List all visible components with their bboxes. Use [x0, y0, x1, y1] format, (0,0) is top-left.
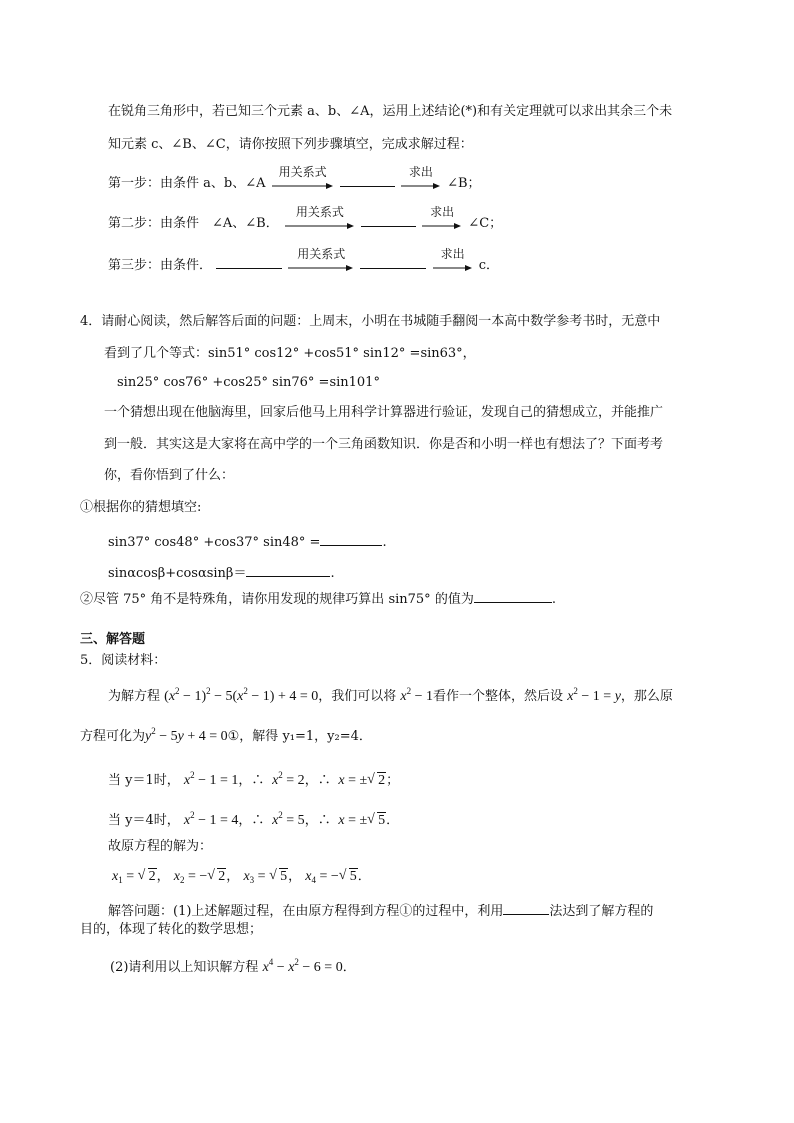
q5-ans1-cont: 目的，体现了转化的数学思想； [80, 922, 263, 937]
q4-line6: 你，看你悟到了什么： [104, 468, 235, 483]
semicolon: ； [386, 773, 400, 788]
sqrt-icon: √ 5 [338, 868, 357, 884]
step2-text: 第二步：由条件 ∠A、∠B． [108, 216, 279, 231]
arrow-label: 求出 [430, 205, 455, 219]
therefore: ，∴ [304, 813, 331, 828]
q4-line2: 看到了几个等式：sin51° cos12° +cos51° sin12° =sin63°， [104, 346, 476, 361]
comma: ， [288, 869, 302, 884]
right-arrow-icon [401, 183, 441, 189]
p3-line1: 在锐角三角形中，若已知三个元素 a、b、∠A，运用上述结论(*)和有关定理就可以求出其余三个未 [108, 104, 673, 119]
period: . [551, 592, 556, 607]
ans1-b: 法达到了解方程的 [549, 904, 654, 919]
q5-solutions [112, 868, 371, 889]
step2 [108, 203, 502, 233]
p3-line2: 知元素 c、∠B、∠C，请你按照下列步骤填空，完成求解过程： [108, 137, 473, 152]
q5-line3 [80, 722, 372, 746]
fill1-blank[interactable] [320, 531, 382, 546]
therefore: ，∴ [238, 773, 265, 788]
substitution: $x^2 - 1 = y$ [567, 686, 621, 704]
step1-text: 第一步：由条件 a、b、∠A [108, 176, 266, 191]
period: . [382, 535, 387, 550]
fill2-text: sinαcosβ+cosαsinβ＝ [108, 566, 247, 581]
intro-d: ，那么原 [620, 689, 673, 704]
step3 [108, 245, 499, 275]
expr-x2-1: $x^2 - 1$ [400, 686, 434, 704]
q4-line3: sin25° cos76° +cos25° sin76° =sin101° [117, 375, 380, 390]
section-title [80, 631, 145, 649]
sol-x2: $x_2$ = − √ 2 [173, 868, 226, 885]
section-heading: 三、解答题 [80, 632, 146, 647]
arrow-label: 求出 [440, 247, 465, 261]
arrow-label: 用关系式 [297, 247, 346, 261]
step1-end: ∠B； [447, 176, 481, 191]
arrow-label: 用关系式 [278, 165, 327, 179]
ans1-a: 解答问题：(1)上述解题过程，在由原方程得到方程①的过程中，利用 [108, 904, 504, 919]
case2-eq2: $x^2 = 5$ [272, 810, 305, 828]
step1-arrow2 [401, 163, 441, 193]
intro-b: ，我们可以将 [318, 689, 397, 704]
right-arrow-icon [285, 223, 355, 229]
step3-arrow2 [433, 245, 473, 275]
q4-line4: 一个猜想出现在他脑海里，回家后他马上用科学计算器进行验证，发现自己的猜想成立，并能推广 [104, 405, 664, 420]
right-arrow-icon [288, 265, 354, 271]
dot: ． [357, 869, 371, 884]
q4-item1: ①根据你的猜想填空: [80, 500, 202, 515]
sqrt-icon: √ 5 [269, 868, 288, 884]
q4-item2 [80, 588, 556, 609]
step1 [108, 163, 481, 193]
sol-x3: $x_3$ = √ 5 [243, 868, 288, 885]
therefore: ，∴ [304, 773, 331, 788]
right-arrow-icon [272, 183, 334, 189]
case1-eq3: x = ± √ 2 [338, 772, 386, 788]
step2-blank[interactable] [361, 212, 416, 227]
equation-quartic: $x^4 - x^2 - 6 = 0$ [262, 957, 343, 975]
sqrt-icon: √ 5 [367, 812, 386, 828]
arrow-label: 求出 [408, 165, 433, 179]
case2-eq3: x = ± √ 5 [338, 812, 386, 828]
q5-case2 [108, 806, 399, 830]
sqrt-icon: √ 2 [367, 772, 386, 788]
step2-arrow [285, 203, 355, 233]
case2-a: 当 y＝4时， [108, 813, 180, 828]
right-arrow-icon [433, 265, 473, 271]
fill1-text: sin37° cos48° +cos37° sin48° = [108, 535, 321, 550]
equation-original: $(x^2 - 1)^2 - 5(x^2 - 1) + 4 = 0$ [164, 686, 319, 704]
item2-text: ②尽管 75° 角不是特殊角，请你用发现的规律巧算出 sin75° 的值为 [80, 592, 474, 607]
ans1-blank[interactable] [503, 900, 549, 915]
right-arrow-icon [422, 223, 462, 229]
q5-case1 [108, 766, 399, 790]
step3-arrow [288, 245, 354, 275]
q4-fill1 [108, 531, 387, 552]
case1-eq1: $x^2 - 1 = 1$ [183, 770, 239, 788]
q4-line1: 4．请耐心阅读，然后解答后面的问题：上周末，小明在书城随手翻阅一本高中数学参考书时，无意中 [80, 314, 661, 329]
period: . [330, 566, 335, 581]
sol-x1: $x_1$ = √ 2 [112, 868, 156, 885]
step1-blank[interactable] [340, 172, 395, 187]
q5-intro [108, 682, 673, 706]
sol-x4: $x_4$ = − √ 5 [305, 868, 357, 885]
comma: ， [156, 869, 170, 884]
fill2-blank[interactable] [246, 562, 330, 577]
comma: ， [226, 869, 240, 884]
case2-eq1: $x^2 - 1 = 4$ [183, 810, 239, 828]
intro-a: 为解方程 [108, 689, 161, 704]
q4-fill2 [108, 562, 335, 583]
q4-line5: 到一般．其实这是大家将在高中学的一个三角函数知识．你是否和小明一样也有想法了？下面考考 [104, 437, 664, 452]
step3-text: 第三步：由条件． [108, 258, 213, 273]
q5-ans1 [108, 900, 653, 921]
line3-b: ①，解得 y₁=1，y₂=4． [227, 729, 372, 744]
case1-eq2: $x^2 = 2$ [272, 770, 305, 788]
q5-line1: 5．阅读材料： [80, 653, 167, 668]
line3-a: 方程可化为 [80, 729, 146, 744]
item2-blank[interactable] [474, 588, 552, 603]
sqrt-icon: √ 2 [137, 868, 156, 884]
step2-end: ∠C； [468, 216, 503, 231]
step3-blank2[interactable] [360, 254, 426, 269]
sqrt-icon: √ 2 [207, 868, 226, 884]
step3-blank1[interactable] [216, 254, 282, 269]
step1-arrow [272, 163, 334, 193]
therefore: ，∴ [238, 813, 265, 828]
q5-ans2 [110, 953, 356, 977]
step3-end: c． [478, 258, 499, 273]
ans2-a: (2)请利用以上知识解方程 [110, 960, 259, 975]
ans2-b: ． [342, 960, 356, 975]
q5-sol-label: 故原方程的解为： [108, 839, 213, 854]
equation-y: $y^2 - 5y + 4 = 0$ [145, 726, 228, 744]
arrow-label: 用关系式 [295, 205, 344, 219]
dot: ． [386, 813, 400, 828]
step2-arrow2 [422, 203, 462, 233]
case1-a: 当 y＝1时， [108, 773, 180, 788]
intro-c: 看作一个整体，然后设 [433, 689, 564, 704]
